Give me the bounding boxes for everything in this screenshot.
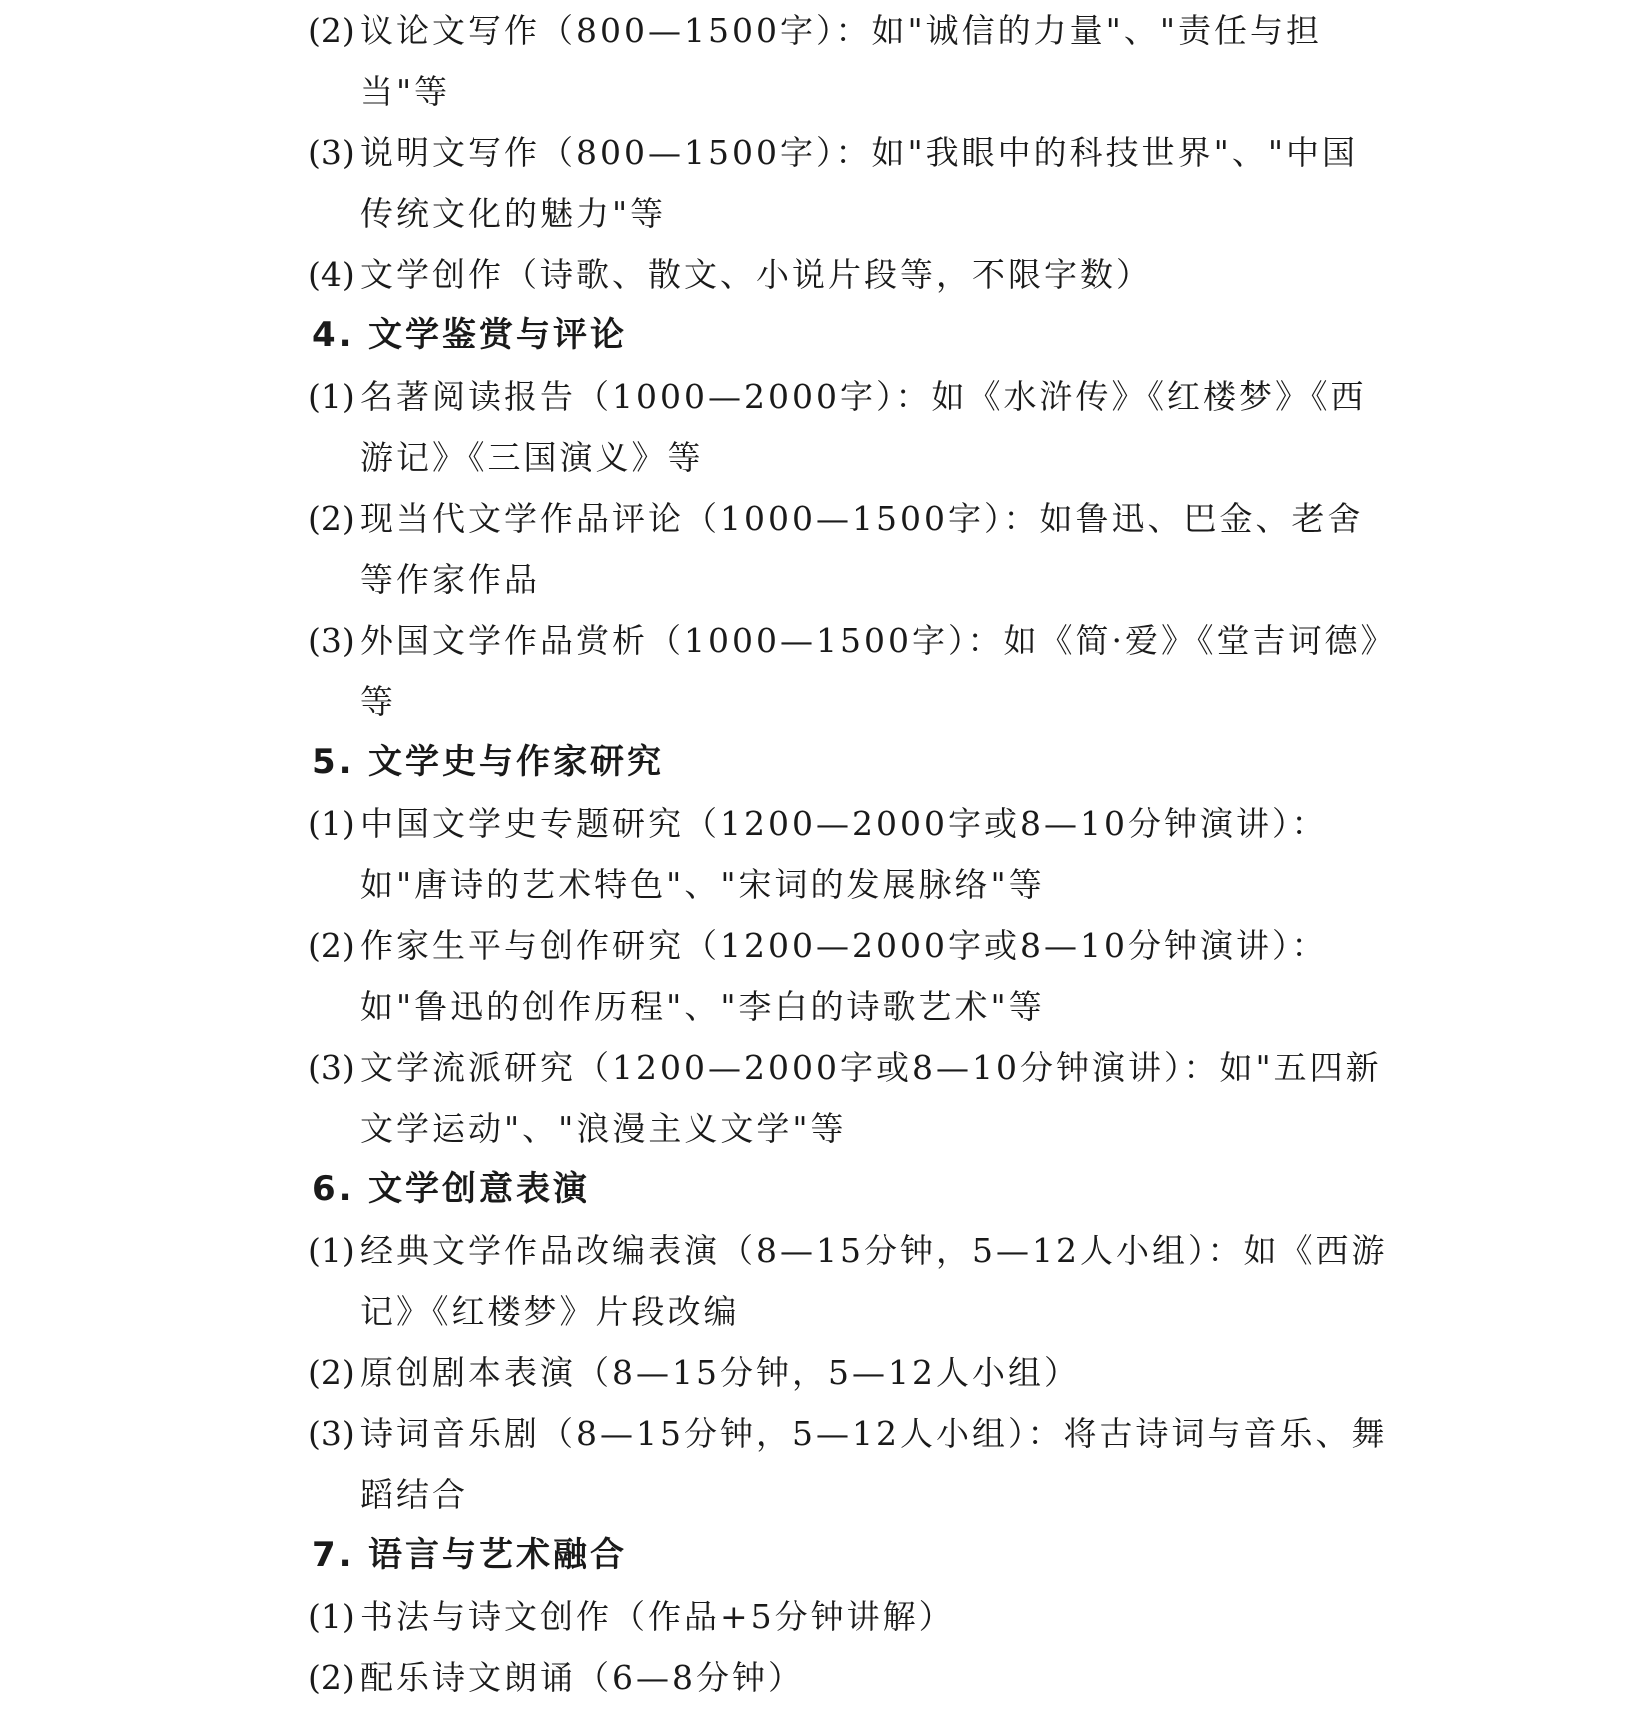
item-text: 说明文写作（800—1500字）：如"我眼中的科技世界"、"中国传统文化的魅力"等	[360, 133, 1359, 233]
item-marker: (1)	[308, 377, 355, 416]
item-marker: (2)	[308, 499, 355, 538]
list-item	[308, 915, 1388, 1037]
section-heading-literary-history	[308, 732, 1388, 793]
list-item	[308, 793, 1388, 915]
list-item	[308, 244, 1388, 305]
item-text: 文学流派研究（1200—2000字或8—10分钟演讲）：如"五四新文学运动"、"浪漫主义文学"等	[360, 1048, 1382, 1148]
list-item	[308, 610, 1388, 732]
section-heading-literary-appreciation	[308, 305, 1388, 366]
item-text: 现当代文学作品评论（1000—1500字）：如鲁迅、巴金、老舍等作家作品	[360, 499, 1364, 599]
section-title: 文学鉴赏与评论	[368, 315, 627, 355]
item-text: 配乐诗文朗诵（6—8分钟）	[360, 1658, 804, 1697]
item-marker: (2)	[308, 1353, 355, 1392]
section-heading-language-art-fusion	[308, 1525, 1388, 1586]
item-text: 名著阅读报告（1000—2000字）：如《水浒传》《红楼梦》《西游记》《三国演义》等	[360, 377, 1367, 477]
list-item	[308, 488, 1388, 610]
item-marker: (3)	[308, 1414, 355, 1453]
document-content	[308, 0, 1388, 1708]
item-text: 议论文写作（800—1500字）：如"诚信的力量"、"责任与担当"等	[360, 11, 1323, 111]
item-text: 原创剧本表演（8—15分钟，5—12人小组）	[360, 1353, 1080, 1392]
section-number: 5.	[312, 742, 355, 782]
item-marker: (3)	[308, 133, 355, 172]
item-marker: (2)	[308, 926, 355, 965]
section-title: 语言与艺术融合	[368, 1535, 627, 1575]
item-text: 中国文学史专题研究（1200—2000字或8—10分钟演讲）：如"唐诗的艺术特色"、"宋词的发展脉络"等	[360, 804, 1328, 904]
item-marker: (4)	[308, 255, 355, 294]
list-item	[308, 122, 1388, 244]
item-text: 作家生平与创作研究（1200—2000字或8—10分钟演讲）：如"鲁迅的创作历程"、"李白的诗歌艺术"等	[360, 926, 1328, 1026]
item-marker: (2)	[308, 11, 355, 50]
list-item	[308, 1342, 1388, 1403]
list-item	[308, 366, 1388, 488]
item-text: 书法与诗文创作（作品+5分钟讲解）	[360, 1597, 955, 1636]
item-marker: (3)	[308, 621, 355, 660]
section-title: 文学史与作家研究	[368, 742, 664, 782]
list-item	[308, 1403, 1388, 1525]
item-text: 经典文学作品改编表演（8—15分钟，5—12人小组）：如《西游记》《红楼梦》片段改编	[360, 1231, 1388, 1331]
item-text: 外国文学作品赏析（1000—1500字）：如《简·爱》《堂吉诃德》等	[360, 621, 1380, 721]
list-item	[308, 1220, 1388, 1342]
item-marker: (2)	[308, 1658, 355, 1697]
item-marker: (3)	[308, 1048, 355, 1087]
item-marker: (1)	[308, 1231, 355, 1270]
section-title: 文学创意表演	[368, 1169, 590, 1209]
list-item	[308, 1037, 1388, 1159]
section-number: 6.	[312, 1169, 355, 1209]
item-marker: (1)	[308, 804, 355, 843]
section-heading-creative-performance	[308, 1159, 1388, 1220]
item-text: 诗词音乐剧（8—15分钟，5—12人小组）：将古诗词与音乐、舞蹈结合	[360, 1414, 1388, 1514]
item-text: 文学创作（诗歌、散文、小说片段等，不限字数）	[360, 255, 1152, 294]
section-number: 4.	[312, 315, 355, 355]
list-item	[308, 0, 1388, 122]
item-marker: (1)	[308, 1597, 355, 1636]
list-item	[308, 1586, 1388, 1647]
list-item	[308, 1647, 1388, 1708]
section-number: 7.	[312, 1535, 355, 1575]
